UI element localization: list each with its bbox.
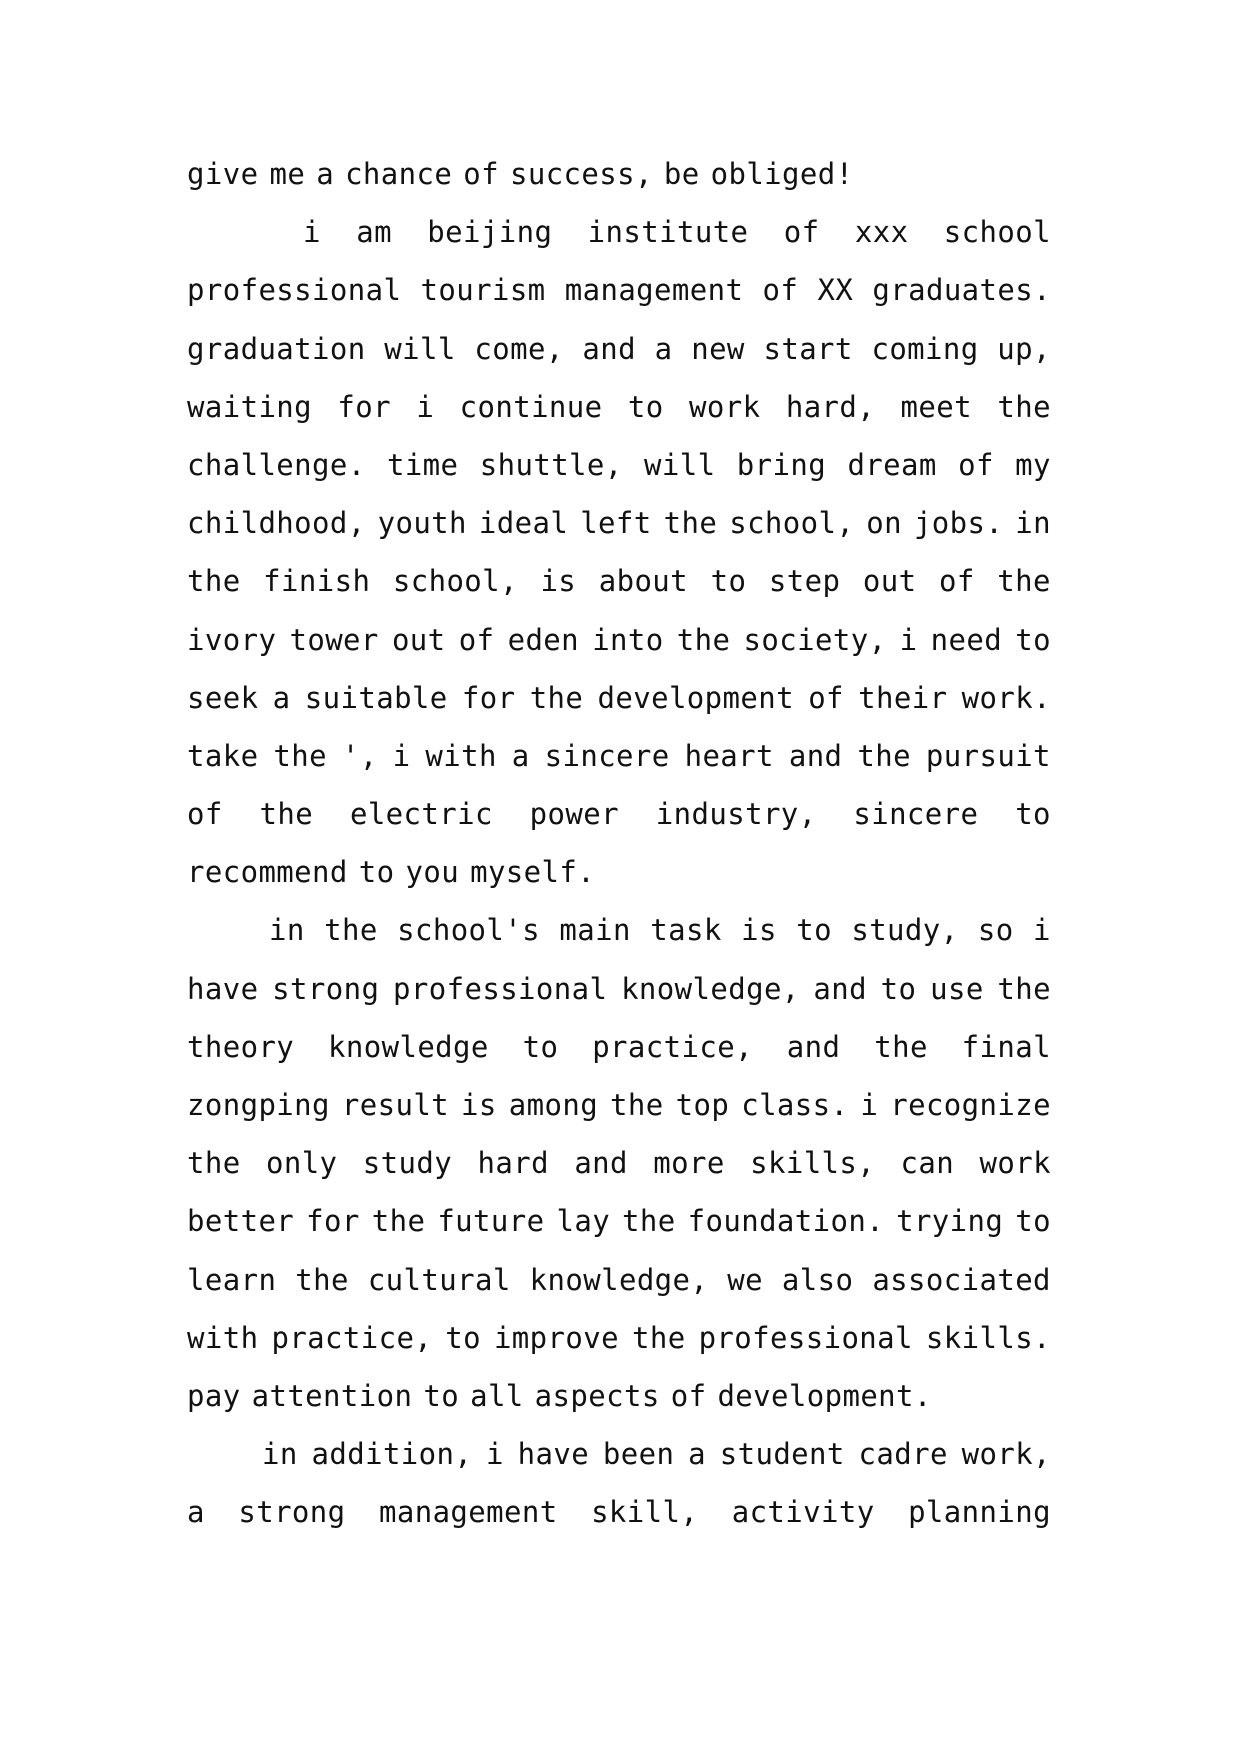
word: and bbox=[786, 1029, 841, 1064]
word: bring bbox=[736, 447, 827, 482]
word: me bbox=[269, 157, 306, 191]
text-line bbox=[187, 970, 1051, 1028]
text-line bbox=[187, 621, 1051, 679]
word: with bbox=[187, 1320, 259, 1355]
word: you bbox=[405, 855, 460, 890]
word: take bbox=[187, 738, 259, 773]
word: new bbox=[691, 331, 745, 366]
word: will bbox=[384, 331, 456, 366]
word: to bbox=[1015, 797, 1051, 832]
word: activity bbox=[731, 1495, 875, 1530]
word: the bbox=[663, 506, 718, 541]
word: i bbox=[392, 738, 411, 773]
word: of bbox=[762, 273, 799, 308]
word: out bbox=[391, 622, 446, 657]
text-line bbox=[187, 795, 1051, 853]
word: am bbox=[356, 215, 392, 250]
word: future bbox=[437, 1204, 545, 1239]
word: of bbox=[958, 447, 994, 482]
word: be bbox=[663, 157, 700, 191]
word: pay bbox=[187, 1378, 241, 1413]
word: work bbox=[979, 1146, 1051, 1181]
word: to bbox=[445, 1320, 481, 1355]
word: is bbox=[741, 913, 777, 948]
word: i bbox=[486, 1437, 504, 1472]
word: management bbox=[378, 1495, 558, 1530]
word: a bbox=[187, 1495, 205, 1530]
word: about bbox=[598, 564, 689, 599]
word: coming bbox=[871, 331, 979, 366]
word: cultural bbox=[367, 1262, 511, 1297]
word: lay bbox=[556, 1204, 611, 1239]
word: we bbox=[727, 1262, 763, 1297]
word: the bbox=[610, 1088, 664, 1122]
word: trying bbox=[896, 1204, 1004, 1239]
word: ', bbox=[341, 738, 378, 773]
word: knowledge, bbox=[621, 971, 800, 1006]
word: study bbox=[362, 1146, 453, 1181]
word: have bbox=[187, 971, 259, 1006]
word: and bbox=[813, 971, 867, 1006]
word: in bbox=[269, 913, 305, 948]
text-line bbox=[187, 1435, 1051, 1493]
word: of bbox=[670, 1378, 707, 1413]
text-line bbox=[187, 1202, 1051, 1260]
word: development. bbox=[717, 1378, 932, 1413]
text-line bbox=[187, 446, 1051, 504]
word: skills, bbox=[750, 1146, 876, 1181]
word: final bbox=[961, 1029, 1051, 1064]
word: also bbox=[781, 1262, 854, 1297]
word: with bbox=[425, 738, 497, 773]
text-line bbox=[187, 330, 1051, 388]
word: knowledge bbox=[328, 1029, 489, 1064]
text-line bbox=[187, 562, 1051, 620]
word: theory bbox=[187, 1029, 295, 1064]
word: graduates. bbox=[872, 273, 1051, 308]
word: work, bbox=[961, 1437, 1051, 1472]
word: i bbox=[899, 622, 918, 657]
text-line bbox=[187, 1377, 1051, 1435]
word: attention bbox=[251, 1378, 413, 1413]
word: practice, bbox=[271, 1320, 433, 1355]
text-line bbox=[187, 504, 1051, 562]
word: obliged! bbox=[710, 157, 854, 191]
word: myself. bbox=[470, 855, 596, 890]
word: waiting bbox=[187, 389, 313, 424]
word: into bbox=[592, 622, 664, 657]
word: step bbox=[768, 564, 841, 599]
word: the bbox=[857, 738, 911, 773]
word: sincere bbox=[853, 797, 979, 832]
word: a bbox=[511, 738, 530, 773]
word: to bbox=[627, 389, 664, 424]
word: for bbox=[337, 389, 391, 424]
word: recognize bbox=[890, 1088, 1051, 1122]
word: strong bbox=[238, 1495, 346, 1530]
text-line bbox=[187, 853, 1051, 911]
word: better bbox=[187, 1204, 295, 1239]
word: eden bbox=[507, 622, 580, 657]
word: seek bbox=[187, 680, 259, 715]
text-line bbox=[187, 1086, 1051, 1144]
word: top bbox=[675, 1088, 730, 1122]
word: i bbox=[303, 215, 321, 250]
word: a bbox=[316, 157, 335, 191]
word: finish bbox=[263, 564, 371, 599]
word: beijing bbox=[427, 215, 553, 250]
word: professional bbox=[393, 971, 608, 1006]
text-line bbox=[187, 388, 1051, 446]
word: the bbox=[676, 622, 731, 657]
word: of bbox=[187, 797, 223, 832]
word: society, bbox=[743, 622, 887, 657]
word: the bbox=[273, 738, 327, 773]
word: need bbox=[930, 622, 1003, 657]
word: the bbox=[874, 1029, 928, 1064]
word: the bbox=[295, 1262, 349, 1297]
word: improve bbox=[493, 1320, 619, 1355]
word: of bbox=[808, 680, 844, 715]
letter-body bbox=[187, 155, 1051, 1552]
word: the bbox=[997, 564, 1051, 599]
word: i bbox=[860, 1088, 879, 1122]
word: of bbox=[783, 215, 820, 250]
word: associated bbox=[872, 1262, 1051, 1297]
word: recommend bbox=[187, 855, 348, 890]
word: power bbox=[529, 797, 619, 832]
word: the bbox=[631, 1320, 686, 1355]
word: and bbox=[582, 331, 636, 366]
word: continue bbox=[459, 389, 603, 424]
word: ideal bbox=[478, 506, 569, 541]
word: to bbox=[710, 564, 747, 599]
word: all bbox=[470, 1378, 524, 1413]
word: school, bbox=[729, 506, 855, 541]
word: professional bbox=[698, 1320, 913, 1355]
word: student bbox=[719, 1437, 845, 1472]
word: ivory bbox=[187, 622, 277, 657]
word: and bbox=[574, 1146, 628, 1181]
word: and bbox=[788, 738, 843, 773]
word: to bbox=[1015, 622, 1051, 657]
word: development bbox=[597, 680, 794, 715]
word: knowledge, bbox=[529, 1262, 709, 1297]
word: use bbox=[930, 971, 984, 1006]
word: only bbox=[265, 1146, 338, 1181]
word: electric bbox=[349, 797, 493, 832]
word: aspects bbox=[534, 1378, 660, 1413]
word: chance bbox=[345, 157, 453, 191]
word: addition, bbox=[311, 1437, 473, 1472]
word: my bbox=[1015, 447, 1051, 482]
word: skills. bbox=[925, 1320, 1051, 1355]
word: tourism bbox=[420, 273, 546, 308]
word: will bbox=[643, 447, 716, 482]
word: give bbox=[187, 157, 259, 191]
text-line bbox=[187, 911, 1051, 969]
word: work bbox=[689, 389, 761, 424]
word: strong bbox=[272, 971, 380, 1006]
word: among bbox=[508, 1088, 599, 1122]
text-line bbox=[187, 1261, 1051, 1319]
word: class. bbox=[741, 1088, 849, 1122]
text-line bbox=[187, 1144, 1051, 1202]
word: a bbox=[654, 331, 673, 366]
word: industry, bbox=[655, 797, 817, 832]
word: heart bbox=[684, 738, 774, 773]
word: the bbox=[622, 1204, 676, 1239]
word: the bbox=[997, 389, 1051, 424]
word: childhood, bbox=[187, 506, 366, 541]
word: in bbox=[1015, 506, 1051, 541]
word: for bbox=[461, 680, 516, 715]
word: been bbox=[602, 1437, 675, 1472]
text-line bbox=[187, 1028, 1051, 1086]
text-line bbox=[187, 1319, 1051, 1377]
word: of bbox=[939, 564, 975, 599]
word: work. bbox=[961, 680, 1051, 715]
word: the bbox=[529, 680, 584, 715]
word: task bbox=[650, 913, 722, 948]
word: their bbox=[858, 680, 948, 715]
word: dream bbox=[847, 447, 937, 482]
word: have bbox=[517, 1437, 590, 1472]
word: the bbox=[997, 971, 1051, 1006]
word: study, bbox=[851, 913, 959, 948]
text-line bbox=[187, 737, 1051, 795]
word: skill, bbox=[591, 1495, 699, 1530]
word: graduation bbox=[187, 331, 366, 366]
word: hard, bbox=[785, 389, 876, 424]
word: is bbox=[461, 1088, 497, 1122]
word: a bbox=[272, 680, 291, 715]
word: the bbox=[324, 913, 378, 948]
word: planning bbox=[908, 1495, 1051, 1530]
word: xxx bbox=[854, 215, 909, 250]
word: i bbox=[416, 389, 435, 424]
word: foundation. bbox=[687, 1204, 885, 1239]
word: so bbox=[977, 913, 1014, 948]
word: the bbox=[187, 1146, 241, 1181]
word: time bbox=[386, 447, 459, 482]
word: on bbox=[866, 506, 902, 541]
text-line bbox=[187, 1493, 1051, 1551]
word: suitable bbox=[304, 680, 448, 715]
word: cadre bbox=[858, 1437, 948, 1472]
word: pursuit bbox=[925, 738, 1051, 773]
word: in bbox=[262, 1437, 298, 1472]
word: the bbox=[259, 797, 314, 832]
word: to bbox=[423, 1378, 460, 1413]
word: shuttle, bbox=[479, 447, 623, 482]
word: i bbox=[1033, 913, 1051, 948]
word: start bbox=[763, 331, 853, 366]
text-line bbox=[187, 679, 1051, 737]
word: management bbox=[564, 273, 744, 308]
word: can bbox=[900, 1146, 955, 1181]
word: meet bbox=[900, 389, 972, 424]
word: of bbox=[458, 622, 495, 657]
word: institute bbox=[587, 215, 749, 250]
word: school, bbox=[392, 564, 518, 599]
word: youth bbox=[377, 506, 467, 541]
word: to bbox=[880, 971, 917, 1006]
word: sincere bbox=[544, 738, 670, 773]
word: the bbox=[187, 564, 241, 599]
word: left bbox=[580, 506, 652, 541]
word: success, bbox=[509, 157, 653, 191]
word: the bbox=[371, 1204, 426, 1239]
word: to bbox=[358, 855, 395, 890]
word: out bbox=[862, 564, 917, 599]
word: professional bbox=[187, 273, 402, 308]
word: more bbox=[653, 1146, 725, 1181]
word: XX bbox=[817, 273, 854, 308]
word: main bbox=[559, 913, 631, 948]
word: tower bbox=[289, 622, 379, 657]
text-line bbox=[187, 155, 1051, 213]
word: hard bbox=[477, 1146, 549, 1181]
word: zongping bbox=[187, 1088, 330, 1122]
word: to bbox=[522, 1029, 559, 1064]
word: school bbox=[943, 215, 1051, 250]
text-line bbox=[187, 213, 1051, 271]
word: to bbox=[796, 913, 832, 948]
word: is bbox=[540, 564, 577, 599]
word: of bbox=[463, 157, 499, 191]
word: come, bbox=[474, 331, 564, 366]
word: up, bbox=[997, 331, 1051, 366]
word: a bbox=[688, 1437, 706, 1472]
word: school's bbox=[397, 913, 540, 948]
word: for bbox=[306, 1204, 360, 1239]
word: challenge. bbox=[187, 447, 366, 482]
word: to bbox=[1015, 1204, 1051, 1239]
word: result bbox=[341, 1088, 450, 1122]
word: learn bbox=[187, 1262, 277, 1297]
word: jobs. bbox=[913, 506, 1004, 541]
text-line bbox=[187, 271, 1051, 329]
word: practice, bbox=[592, 1029, 753, 1064]
